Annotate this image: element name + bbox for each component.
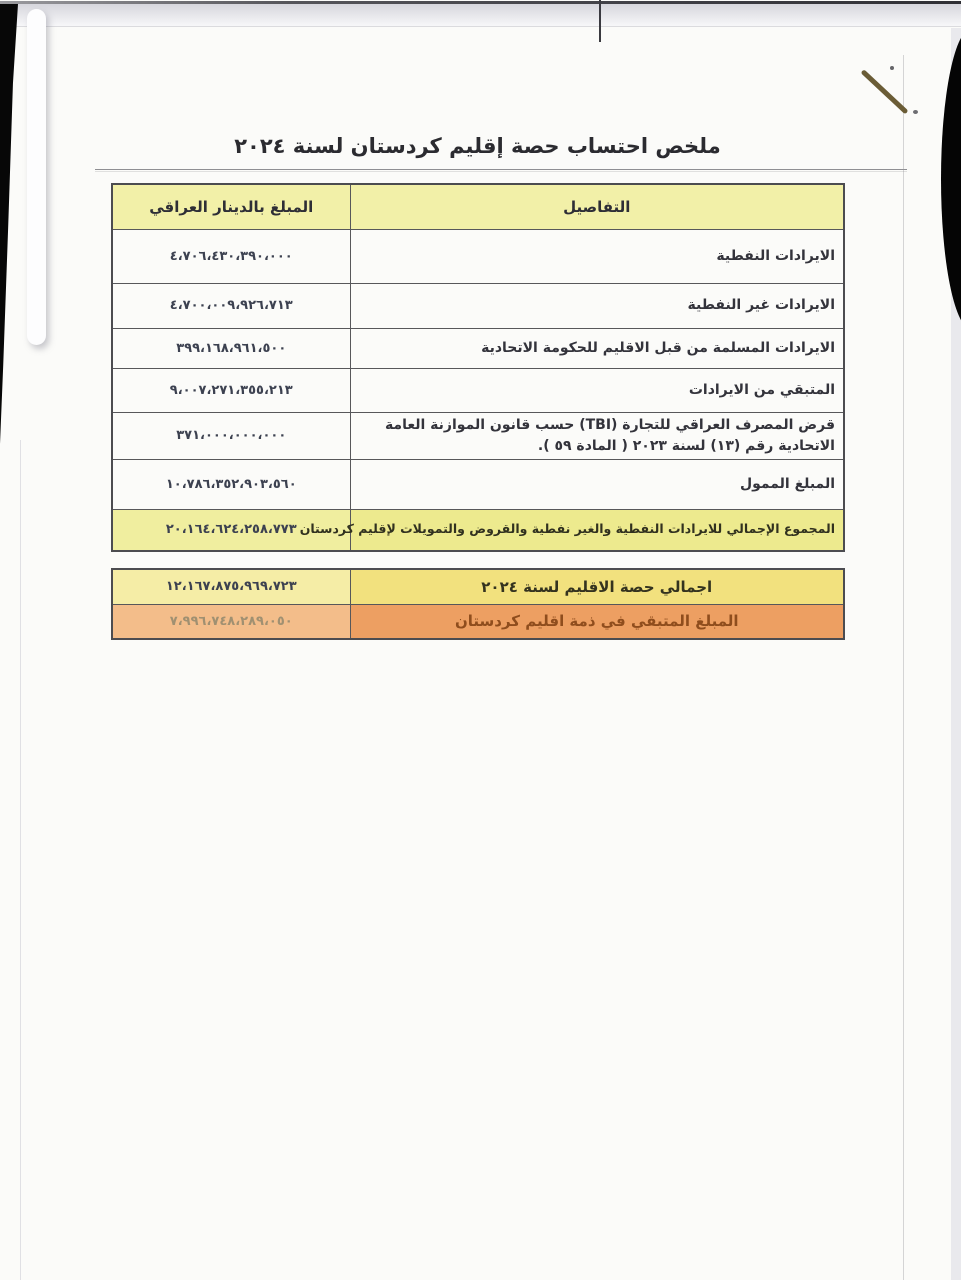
scan-right-black-edge bbox=[941, 28, 961, 330]
amount-value: ٣٩٩،١٦٨،٩٦١،٥٠٠ bbox=[112, 328, 350, 368]
remaining-owed-label: المبلغ المتبقي في ذمة اقليم كردستان bbox=[350, 604, 844, 639]
table-row-remaining-owed bbox=[112, 604, 844, 639]
amount-value: ١٠،٧٨٦،٣٥٢،٩٠٣،٥٦٠ bbox=[112, 459, 350, 509]
amount-value: ٤،٧٠٠،٠٠٩،٩٢٦،٧١٣ bbox=[112, 283, 350, 328]
page-title: ملخص احتساب حصة إقليم كردستان لسنة ٢٠٢٤ bbox=[234, 134, 721, 158]
table-row-grand-total bbox=[112, 509, 844, 551]
detail-label: المتبقي من الايرادات bbox=[350, 368, 844, 412]
scan-left-black-edge bbox=[0, 4, 18, 444]
scan-top-band-edge bbox=[0, 26, 961, 27]
detail-label: قرض المصرف العراقي للتجارة (TBI) حسب قانون الموازنة العامة الاتحادية رقم (١٣) لسنة ٢٠٢٣ ( المادة ٥٩ ). bbox=[350, 412, 844, 459]
table-row-tbi-loan bbox=[112, 412, 844, 459]
grand-total-value: ٢٠،١٦٤،٦٢٤،٢٥٨،٧٧٣ bbox=[112, 509, 350, 551]
region-share-label: اجمالي حصة الاقليم لسنة ٢٠٢٤ bbox=[350, 569, 844, 604]
table-row-remaining-revenues bbox=[112, 368, 844, 412]
table-header-row bbox=[112, 184, 844, 229]
region-share-value: ١٢،١٦٧،٨٧٥،٩٦٩،٧٢٣ bbox=[112, 569, 350, 604]
amount-column-header: المبلغ بالدينار العراقي bbox=[112, 184, 350, 229]
summary-table bbox=[111, 183, 845, 552]
detail-label: الايرادات غير النفطية bbox=[350, 283, 844, 328]
amount-value: ٣٧١،٠٠٠،٠٠٠،٠٠٠ bbox=[112, 412, 350, 459]
amount-value: ٩،٠٠٧،٢٧١،٣٥٥،٢١٣ bbox=[112, 368, 350, 412]
scan-left-paper-glare bbox=[27, 9, 46, 345]
table-row-non-oil-revenues bbox=[112, 283, 844, 328]
detail-label: الايرادات النفطية bbox=[350, 229, 844, 283]
detail-label: المبلغ الممول bbox=[350, 459, 844, 509]
scan-registration-tick bbox=[599, 0, 601, 42]
detail-label: الايرادات المسلمة من قبل الاقليم للحكومة الاتحادية bbox=[350, 328, 844, 368]
pen-check-mark bbox=[860, 69, 908, 114]
ink-dot bbox=[913, 110, 918, 114]
remaining-owed-value: ٧،٩٩٦،٧٤٨،٢٨٩،٠٥٠ bbox=[112, 604, 350, 639]
title-underline bbox=[95, 169, 907, 170]
grand-total-label: المجموع الإجمالي للايرادات النفطية والغير نفطية والقروض والتمويلات لإقليم كردستان bbox=[350, 509, 844, 551]
table-row-region-share-total bbox=[112, 569, 844, 604]
region-share-table bbox=[111, 568, 845, 640]
details-column-header: التفاصيل bbox=[350, 184, 844, 229]
table-row-financed-amount bbox=[112, 459, 844, 509]
ink-dot bbox=[890, 66, 894, 70]
table-row-delivered-revenues bbox=[112, 328, 844, 368]
scan-right-fold-line bbox=[903, 55, 904, 1280]
scan-top-paper-band bbox=[0, 4, 961, 26]
table-row-oil-revenues bbox=[112, 229, 844, 283]
amount-value: ٤،٧٠٦،٤٣٠،٣٩٠،٠٠٠ bbox=[112, 229, 350, 283]
scan-left-page-edge bbox=[20, 440, 21, 1280]
